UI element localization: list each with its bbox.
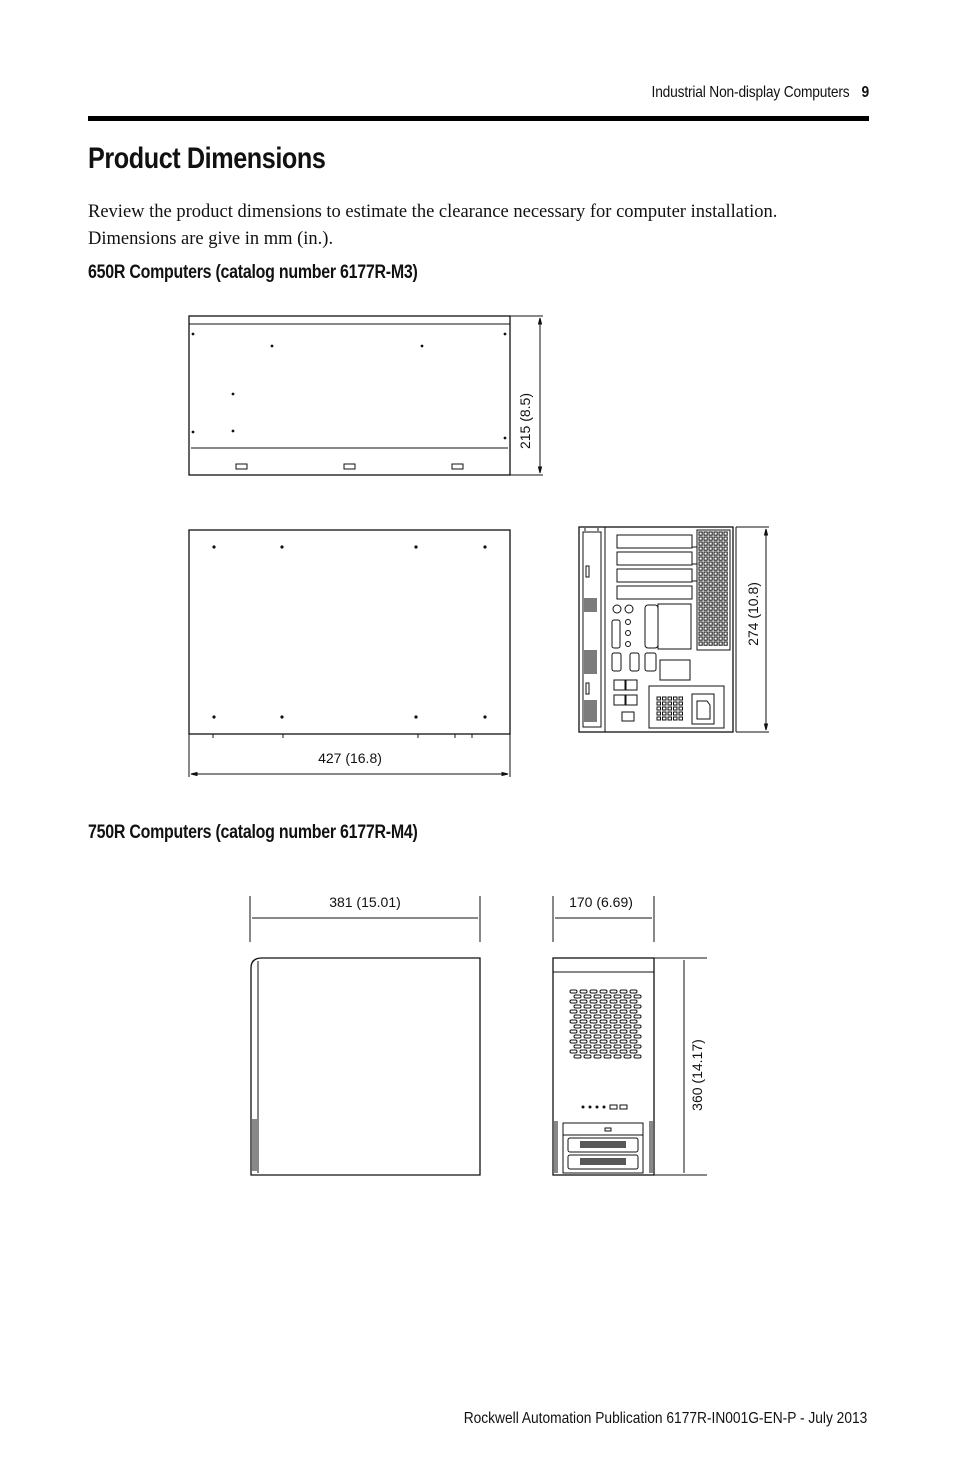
drawing-650r-front-view	[189, 530, 510, 777]
chassis-outline	[251, 958, 480, 1175]
heading-650r: 650R Computers (catalog number 6177R-M3)	[88, 262, 418, 283]
power-socket	[697, 701, 710, 719]
page-number: 9	[861, 84, 869, 101]
vent-slot	[344, 464, 355, 469]
vent-slot	[236, 464, 247, 469]
side-vent-ribs	[252, 1120, 257, 1170]
width-label-750r: 170 (6.69)	[569, 894, 633, 910]
width-label-650r: 427 (16.8)	[318, 750, 382, 766]
chassis-outline	[579, 527, 733, 732]
page-title: Product Dimensions	[88, 142, 326, 175]
vent-holes	[699, 532, 727, 645]
psu-vent-holes	[657, 697, 683, 720]
screw-holes	[212, 545, 486, 718]
front-vent-holes	[570, 990, 641, 1058]
vent-slot	[452, 464, 463, 469]
depth-label-650r: 274 (10.8)	[745, 582, 761, 646]
drawing-650r-top-view	[189, 316, 543, 475]
left-vent-column	[583, 528, 601, 727]
intro-paragraph: Review the product dimensions to estimate the clearance necessary for computer installation. Dimensions are give in mm (in.).	[88, 202, 778, 249]
heading-750r: 750R Computers (catalog number 6177R-M4)	[88, 822, 418, 843]
drawing-750r-side-view	[250, 894, 480, 1175]
front-buttons	[582, 1105, 628, 1109]
section-title: Industrial Non-display Computers	[651, 84, 850, 101]
height-label-750r: 360 (14.17)	[689, 1039, 705, 1111]
drawing-750r-front-view	[553, 894, 707, 1175]
depth-label-750r: 381 (15.01)	[329, 894, 401, 910]
drawing-650r-rear-view	[579, 527, 769, 732]
footer-publication: Rockwell Automation Publication 6177R-IN001G-EN-P - July 2013	[463, 1410, 867, 1427]
height-label-650r: 215 (8.5)	[517, 392, 533, 450]
chassis-outline	[189, 530, 510, 734]
screw-holes	[192, 333, 507, 440]
chassis-outline	[189, 316, 510, 475]
expansion-slots	[617, 535, 697, 599]
